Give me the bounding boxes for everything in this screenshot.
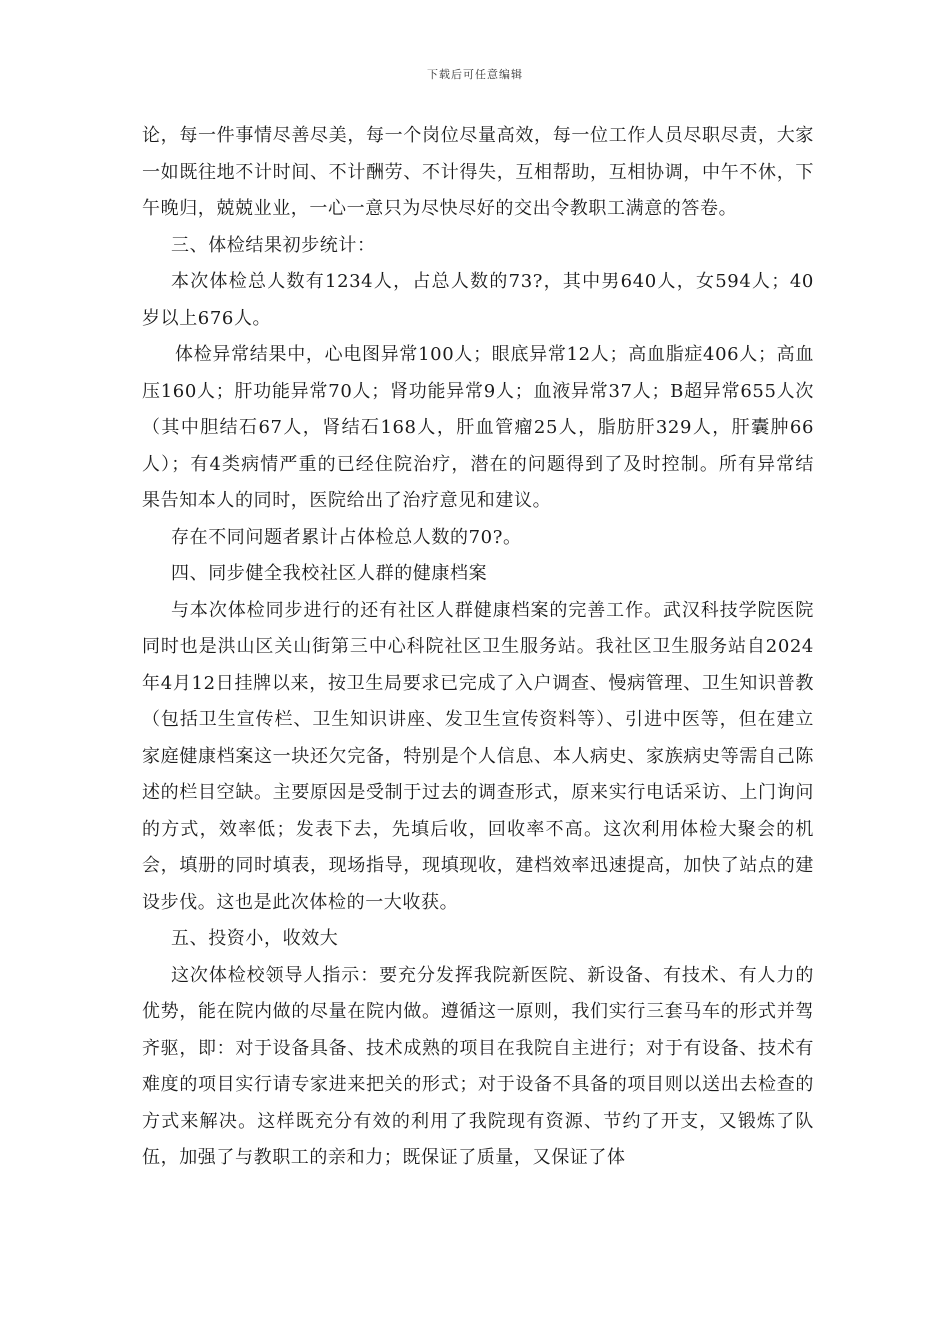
paragraph-continuation: 论，每一件事情尽善尽美，每一个岗位尽量高效，每一位工作人员尽职尽责，大家一如既往地不计时间、不计酬劳、不计得失，互相帮助，互相协调，中午不休，下午晚归，兢兢业业，一心一意只为尽快尽好的交出令教职工满意的答卷。: [142, 125, 814, 219]
document-body: [142, 118, 814, 1177]
header-note: 下载后可任意编辑: [427, 68, 523, 81]
section-heading-3: 三、体检结果初步统计：: [171, 234, 376, 256]
section-heading-4: 四、同步健全我校社区人群的健康档案: [171, 563, 488, 584]
section-heading-5: 五、投资小，收效大: [171, 928, 339, 949]
paragraph-total-count: 本次体检总人数有1234人，占总人数的73?，其中男640人，女594人；40岁以上676人。: [142, 271, 814, 329]
paragraph-cumulative: 存在不同问题者累计占体检总人数的70?。: [171, 526, 522, 548]
paragraph-health-records: 与本次体检同步进行的还有社区人群健康档案的完善工作。武汉科技学院医院同时也是洪山区关山街第三中心科院社区卫生服务站。我社区卫生服务站自2024年4月12日挂牌以来，按卫生局要求已完成了入户调查、慢病管理、卫生知识普教（包括卫生宣传栏、卫生知识讲座、发卫生宣传资料等）、引进中医等，但在建立家庭健康档案这一块还欠完备，特别是个人信息、本人病史、家族病史等需自己陈述的栏目空缺。主要原因是受制于过去的调查形式，原来实行电话采访、上门询问的方式，效率低；发表下去，先填后收，回收率不高。这次利用体检大聚会的机会，填册的同时填表，现场指导，现填现收，建档效率迅速提高，加快了站点的建设步伐。这也是此次体检的一大收获。: [142, 599, 814, 913]
paragraph-investment: 这次体检校领导人指示：要充分发挥我院新医院、新设备、有技术、有人力的优势，能在院内做的尽量在院内做。遵循这一原则，我们实行三套马车的形式并驾齐驱，即：对于设备具备、技术成熟的项目在我院自主进行；对于有设备、技术有难度的项目实行请专家进来把关的形式；对于设备不具备的项目则以送出去检查的方式来解决。这样既充分有效的利用了我院现有资源、节约了开支，又锻炼了队伍，加强了与教职工的亲和力；既保证了质量，又保证了体: [142, 964, 814, 1168]
paragraph-abnormal-results: 体检异常结果中，心电图异常100人；眼底异常12人；高血脂症406人；高血压160人；肝功能异常70人；肾功能异常9人；血液异常37人；B超异常655人次（其中胆结石67人，肾结石168人，肝血管瘤25人，脂肪肝329人，肝囊肿66人）；有4类病情严重的已经住院治疗，潜在的问题得到了及时控制。所有异常结果告知本人的同时，医院给出了治疗意见和建议。: [142, 344, 814, 511]
